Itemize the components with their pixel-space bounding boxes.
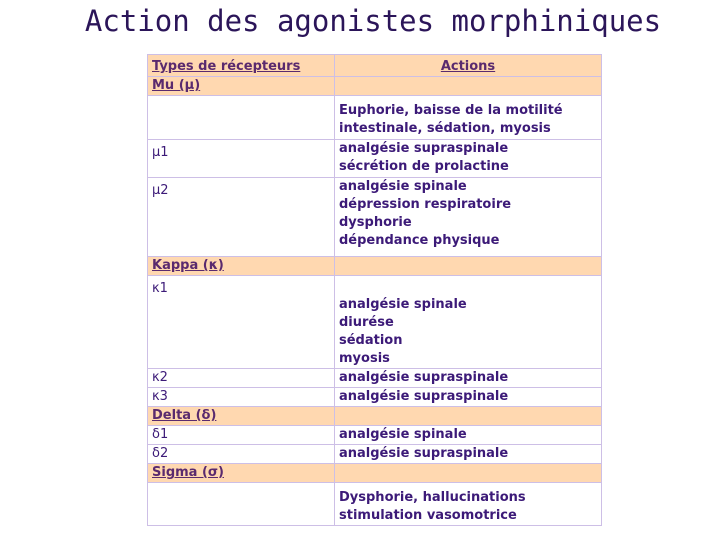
action-line: analgésie supraspinale — [339, 141, 509, 156]
table-header-row — [148, 55, 602, 77]
action-line: stimulation vasomotrice — [339, 508, 517, 523]
receptor-group-row — [148, 77, 602, 96]
receptor-table — [147, 54, 602, 526]
header-actions: Actions — [335, 55, 602, 77]
receptor-actions-cell — [335, 140, 602, 178]
action-line: analgésie supraspinale — [339, 446, 509, 461]
receptor-subtype-label: κ2 — [148, 369, 335, 388]
table-row — [148, 369, 602, 388]
receptor-group-row — [148, 257, 602, 276]
action-line: analgésie spinale — [339, 427, 467, 442]
receptor-subtype-label: κ1 — [148, 276, 335, 369]
receptor-actions-cell — [335, 77, 602, 96]
receptor-actions-cell — [335, 426, 602, 445]
table-row — [148, 178, 602, 257]
table-row — [148, 140, 602, 178]
receptor-subtype-label: δ2 — [148, 445, 335, 464]
action-line: dysphorie — [339, 215, 412, 230]
page-title: Action des agonistes morphiniques — [84, 4, 662, 38]
receptor-subtype-label: µ1 — [148, 140, 335, 178]
action-line: analgésie supraspinale — [339, 370, 509, 385]
receptor-group-row — [148, 464, 602, 483]
action-line: analgésie spinale — [339, 179, 467, 194]
receptor-subtype-label — [148, 96, 335, 140]
receptor-actions-cell — [335, 407, 602, 426]
receptor-subtype-label: δ1 — [148, 426, 335, 445]
receptor-actions-cell — [335, 276, 602, 369]
action-line: analgésie spinale — [339, 297, 467, 312]
receptor-subtype-label: µ2 — [148, 178, 335, 257]
action-line: dépression respiratoire — [339, 197, 512, 212]
table-row — [148, 426, 602, 445]
action-line: analgésie supraspinale — [339, 389, 509, 404]
table-row — [148, 276, 602, 369]
receptor-group-label: Delta (δ) — [148, 407, 335, 426]
header-types: Types de récepteurs — [148, 55, 335, 77]
table-row — [148, 445, 602, 464]
action-line: Dysphorie, hallucinations — [339, 490, 526, 505]
receptor-group-label: Sigma (σ) — [148, 464, 335, 483]
table-row — [148, 388, 602, 407]
receptor-group-row — [148, 407, 602, 426]
receptor-actions-cell — [335, 178, 602, 257]
action-line: sécrétion de prolactine — [339, 159, 509, 174]
receptor-group-label: Mu (µ) — [148, 77, 335, 96]
table-row — [148, 96, 602, 140]
receptor-subtype-label: κ3 — [148, 388, 335, 407]
table-row — [148, 483, 602, 526]
action-line: Euphorie, baisse de la motilité — [339, 103, 563, 118]
receptor-actions-cell — [335, 445, 602, 464]
receptor-actions-cell — [335, 369, 602, 388]
receptor-actions-cell — [335, 388, 602, 407]
receptor-subtype-label — [148, 483, 335, 526]
action-line: diurése — [339, 315, 394, 330]
action-line: intestinale, sédation, myosis — [339, 121, 551, 136]
receptor-actions-cell — [335, 464, 602, 483]
receptor-actions-cell — [335, 96, 602, 140]
receptor-table-body — [148, 55, 602, 526]
action-line: myosis — [339, 351, 390, 366]
receptor-actions-cell — [335, 483, 602, 526]
receptor-group-label: Kappa (κ) — [148, 257, 335, 276]
action-line: sédation — [339, 333, 403, 348]
receptor-actions-cell — [335, 257, 602, 276]
action-line: dépendance physique — [339, 233, 500, 248]
